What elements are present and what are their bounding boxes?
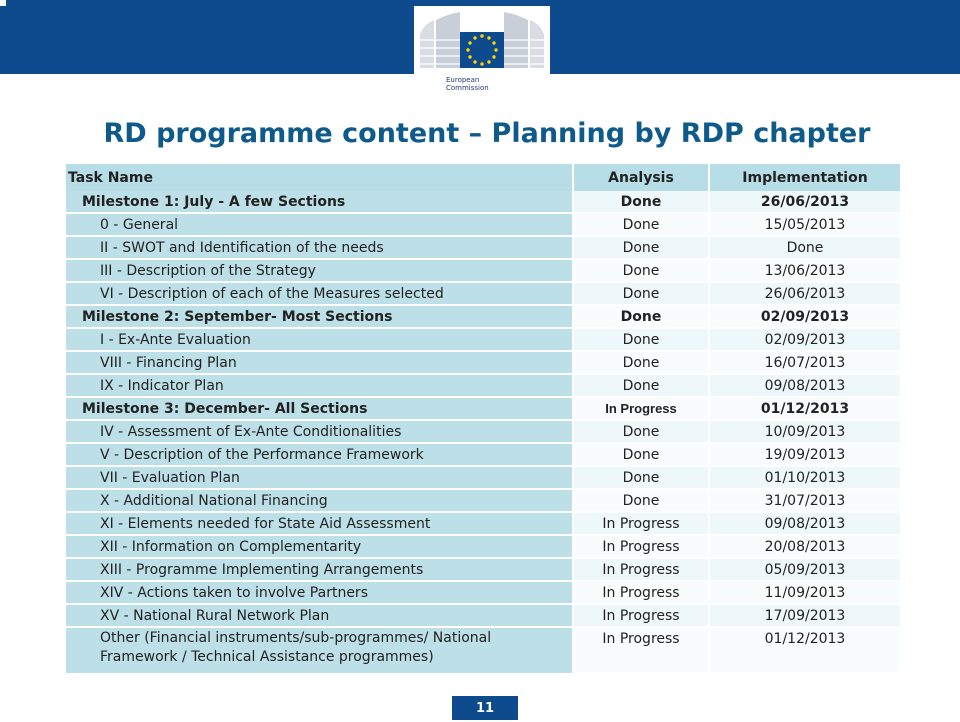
analysis-cell: In Progress [573, 558, 709, 581]
table-row [66, 374, 901, 397]
implementation-cell: 11/09/2013 [709, 581, 901, 604]
logo-text-line-1: European [446, 76, 480, 84]
planning-table [66, 164, 902, 675]
column-header-task-name: Task Name [66, 164, 573, 191]
implementation-cell: 13/06/2013 [709, 259, 901, 282]
berlaymont-building-icon [414, 6, 550, 76]
task-name-cell: Milestone 1: July - A few Sections [66, 191, 573, 213]
analysis-cell: Done [573, 466, 709, 489]
analysis-cell: In Progress [573, 397, 709, 420]
implementation-cell: 01/12/2013 [709, 397, 901, 420]
implementation-cell: 01/12/2013 [709, 627, 901, 674]
task-name-cell: XIV - Actions taken to involve Partners [66, 581, 573, 604]
table-row [66, 489, 901, 512]
table-row [66, 328, 901, 351]
banner-corner [0, 0, 6, 6]
analysis-cell: Done [573, 420, 709, 443]
implementation-cell: 02/09/2013 [709, 328, 901, 351]
implementation-cell: 20/08/2013 [709, 535, 901, 558]
implementation-cell: 15/05/2013 [709, 213, 901, 236]
task-name-cell: XI - Elements needed for State Aid Assessment [66, 512, 573, 535]
table-row [66, 535, 901, 558]
column-header-implementation: Implementation [709, 164, 901, 191]
task-name-cell: Milestone 2: September- Most Sections [66, 305, 573, 328]
table-row [66, 581, 901, 604]
table-row [66, 213, 901, 236]
task-name-cell: XV - National Rural Network Plan [66, 604, 573, 627]
task-name-cell: III - Description of the Strategy [66, 259, 573, 282]
implementation-cell: 05/09/2013 [709, 558, 901, 581]
table-header-row [66, 164, 901, 191]
task-name-cell: I - Ex-Ante Evaluation [66, 328, 573, 351]
task-name-cell: II - SWOT and Identification of the needs [66, 236, 573, 259]
task-name-cell: IV - Assessment of Ex-Ante Conditionalities [66, 420, 573, 443]
table-row [66, 512, 901, 535]
implementation-cell: 16/07/2013 [709, 351, 901, 374]
analysis-cell: Done [573, 213, 709, 236]
logo-text [446, 76, 489, 92]
table-row [66, 604, 901, 627]
task-name-cell: VIII - Financing Plan [66, 351, 573, 374]
task-name-cell: XIII - Programme Implementing Arrangements [66, 558, 573, 581]
implementation-cell: 26/06/2013 [709, 282, 901, 305]
implementation-cell: 19/09/2013 [709, 443, 901, 466]
page-title: RD programme content – Planning by RDP chapter [103, 118, 871, 149]
implementation-cell: 17/09/2013 [709, 604, 901, 627]
table-row [66, 282, 901, 305]
analysis-cell: Done [573, 191, 709, 213]
task-name-cell: XII - Information on Complementarity [66, 535, 573, 558]
task-name-cell: IX - Indicator Plan [66, 374, 573, 397]
column-header-analysis: Analysis [573, 164, 709, 191]
page-number: 11 [452, 696, 518, 720]
implementation-cell: Done [709, 236, 901, 259]
analysis-cell: In Progress [573, 512, 709, 535]
table-row [66, 191, 901, 213]
analysis-cell: Done [573, 236, 709, 259]
analysis-cell: Done [573, 282, 709, 305]
implementation-cell: 09/08/2013 [709, 512, 901, 535]
analysis-cell: Done [573, 305, 709, 328]
implementation-cell: 26/06/2013 [709, 191, 901, 213]
table-row [66, 466, 901, 489]
analysis-cell: In Progress [573, 604, 709, 627]
analysis-cell: In Progress [573, 581, 709, 604]
table-row [66, 397, 901, 420]
table-row [66, 443, 901, 466]
logo-text-line-2: Commission [446, 84, 489, 92]
task-name-cell: Milestone 3: December- All Sections [66, 397, 573, 420]
task-name-cell: X - Additional National Financing [66, 489, 573, 512]
table-row [66, 305, 901, 328]
analysis-cell: Done [573, 374, 709, 397]
analysis-cell: Done [573, 328, 709, 351]
analysis-cell: Done [573, 489, 709, 512]
implementation-cell: 01/10/2013 [709, 466, 901, 489]
analysis-cell: In Progress [573, 627, 709, 674]
european-commission-logo [414, 6, 550, 98]
table-row [66, 558, 901, 581]
table-row [66, 420, 901, 443]
task-name-cell: V - Description of the Performance Framework [66, 443, 573, 466]
task-name-cell: VII - Evaluation Plan [66, 466, 573, 489]
analysis-cell: Done [573, 259, 709, 282]
implementation-cell: 10/09/2013 [709, 420, 901, 443]
table-row [66, 259, 901, 282]
implementation-cell: 09/08/2013 [709, 374, 901, 397]
implementation-cell: 31/07/2013 [709, 489, 901, 512]
implementation-cell: 02/09/2013 [709, 305, 901, 328]
table-row [66, 236, 901, 259]
analysis-cell: Done [573, 351, 709, 374]
analysis-cell: In Progress [573, 535, 709, 558]
table-row [66, 351, 901, 374]
task-name-cell: VI - Description of each of the Measures selected [66, 282, 573, 305]
task-name-cell: Other (Financial instruments/sub-programmes/ National Framework / Technical Assistance programmes) [66, 627, 573, 674]
analysis-cell: Done [573, 443, 709, 466]
task-name-cell: 0 - General [66, 213, 573, 236]
table-row [66, 627, 901, 674]
